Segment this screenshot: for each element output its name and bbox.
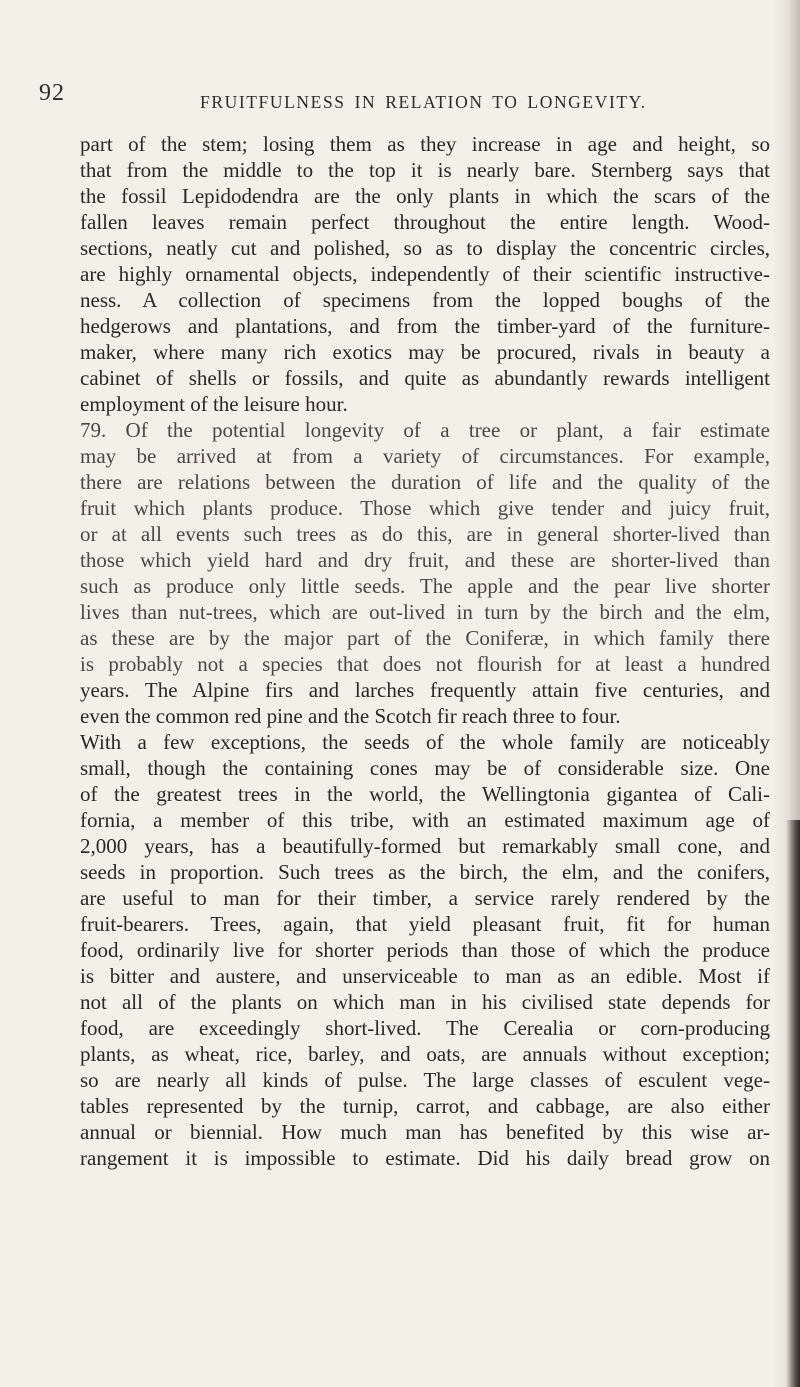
text-line: small, though the containing cones may be of considerable size. One — [80, 756, 770, 780]
text-line: fruit which plants produce. Those which give tender and juicy fruit, — [80, 496, 770, 520]
text-line: With a few exceptions, the seeds of the whole family are noticeably — [80, 730, 770, 754]
text-line: even the common red pine and the Scotch fir reach three to four. — [80, 704, 621, 728]
text-line: tables represented by the turnip, carrot, and cabbage, are also either — [80, 1094, 770, 1118]
text-line: fruit-bearers. Trees, again, that yield pleasant fruit, fit for human — [80, 912, 770, 936]
text-line: 2,000 years, has a beautifully-formed but remarkably small cone, and — [80, 834, 770, 858]
text-line: those which yield hard and dry fruit, and these are shorter-lived than — [80, 548, 770, 572]
text-line: there are relations between the duration of life and the quality of the — [80, 470, 770, 494]
text-line: as these are by the major part of the Coniferæ, in which family there — [80, 626, 770, 650]
text-line: annual or biennial. How much man has benefited by this wise ar- — [80, 1120, 770, 1144]
text-line: cabinet of shells or fossils, and quite as abundantly rewards intelligent — [80, 366, 770, 390]
text-line: or at all events such trees as do this, are in general shorter-lived than — [80, 522, 770, 546]
text-line: sections, neatly cut and polished, so as to display the concentric circles, — [80, 236, 770, 260]
body-text — [80, 131, 770, 1171]
text-line: so are nearly all kinds of pulse. The large classes of esculent vege- — [80, 1068, 770, 1092]
text-line: may be arrived at from a variety of circumstances. For example, — [80, 444, 770, 468]
text-line: food, ordinarily live for shorter periods than those of which the produce — [80, 938, 770, 962]
text-line: plants, as wheat, rice, barley, and oats, are annuals without exception; — [80, 1042, 770, 1066]
text-line: employment of the leisure hour. — [80, 392, 348, 416]
text-line: lives than nut-trees, which are out-lived in turn by the birch and the elm, — [80, 600, 770, 624]
text-line: fallen leaves remain perfect throughout the entire length. Wood- — [80, 210, 770, 234]
text-line: the fossil Lepidodendra are the only plants in which the scars of the — [80, 184, 770, 208]
text-line: hedgerows and plantations, and from the timber-yard of the furniture- — [80, 314, 770, 338]
text-line: part of the stem; losing them as they increase in age and height, so — [80, 132, 770, 156]
text-line: years. The Alpine firs and larches frequently attain five centuries, and — [80, 678, 770, 702]
text-line: are useful to man for their timber, a service rarely rendered by the — [80, 886, 770, 910]
text-line: food, are exceedingly short-lived. The Cerealia or corn-producing — [80, 1016, 770, 1040]
text-line: such as produce only little seeds. The apple and the pear live shorter — [80, 574, 770, 598]
text-line: fornia, a member of this tribe, with an estimated maximum age of — [80, 808, 770, 832]
text-line: not all of the plants on which man in his civilised state depends for — [80, 990, 770, 1014]
text-line: 79. Of the potential longevity of a tree or plant, a fair estimate — [80, 418, 770, 442]
text-line: is probably not a species that does not flourish for at least a hundred — [80, 652, 770, 676]
text-line: seeds in proportion. Such trees as the birch, the elm, and the conifers, — [80, 860, 770, 884]
page-edge-binding — [786, 820, 800, 1387]
text-line: of the greatest trees in the world, the Wellingtonia gigantea of Cali- — [80, 782, 770, 806]
text-line: are highly ornamental objects, independently of their scientific instructive- — [80, 262, 770, 286]
text-line: maker, where many rich exotics may be procured, rivals in beauty a — [80, 340, 770, 364]
text-line: rangement it is impossible to estimate. Did his daily bread grow on — [80, 1146, 770, 1170]
running-head: FRUITFULNESS IN RELATION TO LONGEVITY. — [200, 92, 647, 112]
page-number: 92 — [39, 80, 65, 106]
text-line: ness. A collection of specimens from the lopped boughs of the — [80, 288, 770, 312]
text-line: that from the middle to the top it is nearly bare. Sternberg says that — [80, 158, 770, 182]
text-line: is bitter and austere, and unserviceable to man as an edible. Most if — [80, 964, 770, 988]
